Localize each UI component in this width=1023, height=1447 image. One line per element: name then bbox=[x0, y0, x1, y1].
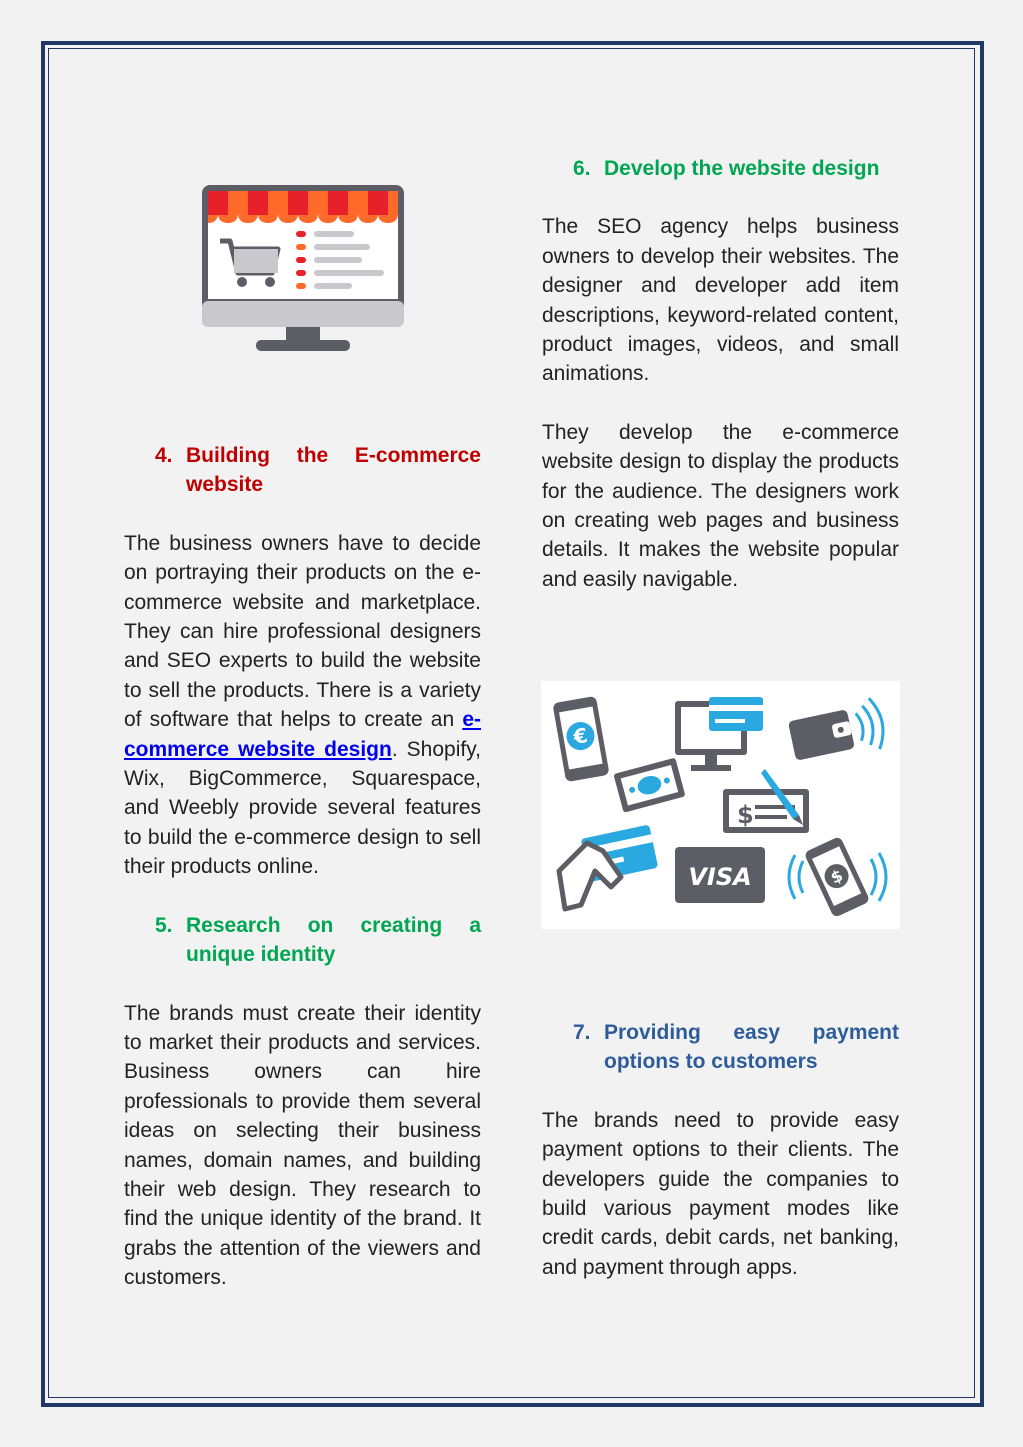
cheque-dollar-symbol: $ bbox=[737, 801, 754, 829]
section-6-title: Develop the website design bbox=[604, 157, 880, 180]
section-6-paragraph-1: The SEO agency helps business owners to develop their websites. The designer and developer add item descriptions, keyword-related content, product images, videos, and small animations. bbox=[542, 215, 899, 386]
desktop-card-icon bbox=[675, 697, 763, 771]
section-5-paragraph: The brands must create their identity to market their products and services. Business owners can hire professionals to provide them several ideas on selecting their business names, domain names, and building their web design. They research to find the unique identity of the brand. It grabs the attention of the viewers and customers. bbox=[124, 1001, 481, 1290]
ecommerce-monitor-illustration bbox=[200, 183, 406, 355]
euro-symbol: € bbox=[571, 723, 590, 750]
section-7-title: Providing easy payment options to customers bbox=[604, 1021, 899, 1074]
section-4-heading bbox=[124, 441, 481, 500]
section-7-heading bbox=[542, 1018, 899, 1077]
cheque-pen-icon bbox=[723, 769, 809, 833]
shopping-cart-monitor-icon bbox=[200, 183, 406, 355]
left-column bbox=[124, 441, 481, 1293]
section-4-paragraph bbox=[124, 529, 481, 882]
visa-brand-text: VISA bbox=[688, 863, 752, 891]
mobile-euro-icon bbox=[552, 696, 609, 782]
section-5-heading bbox=[124, 911, 481, 970]
section-7-number: 7. bbox=[573, 1021, 591, 1044]
cash-money-icon bbox=[613, 758, 685, 813]
visa-card-icon bbox=[675, 847, 765, 903]
section-5-number: 5. bbox=[155, 913, 173, 937]
section-6-heading bbox=[542, 154, 899, 183]
right-column-top bbox=[542, 154, 899, 594]
contactless-phone-dollar-icon bbox=[789, 836, 886, 918]
hand-card-icon bbox=[559, 824, 658, 909]
section-4-text-start: The business owners have to decide on portraying their products on the e-commerce website and marketplace. They can hire professional designers and SEO experts to build the website to sell the products. There is a variety of software that helps to create an bbox=[124, 531, 481, 732]
contactless-wallet-icon bbox=[787, 697, 888, 767]
section-4-number: 4. bbox=[155, 444, 173, 467]
ecommerce-website-design-link[interactable]: e-commerce website design bbox=[124, 708, 481, 761]
right-column-bottom bbox=[542, 1018, 899, 1282]
section-4-text-end: . Shopify, Wix, BigCommerce, Squarespace, and Weebly provide several features to build the e-commerce design to sell their products online. bbox=[124, 737, 481, 879]
section-7-paragraph: The brands need to provide easy payment options to their clients. The developers guide the companies to build various payment modes like credit cards, debit cards, net banking, and payment through apps. bbox=[542, 1108, 899, 1279]
phone-dollar-symbol: $ bbox=[827, 865, 846, 888]
payment-methods-illustration bbox=[541, 681, 900, 929]
section-6-number: 6. bbox=[573, 157, 591, 180]
section-6-paragraph-2: They develop the e-commerce website design to display the products for the audience. The designers work on creating web pages and business details. It makes the website popular and easily navigable. bbox=[542, 420, 899, 591]
section-5-title: Research on creating a unique identity bbox=[186, 913, 481, 967]
section-4-title: Building the E-commerce website bbox=[186, 444, 481, 497]
